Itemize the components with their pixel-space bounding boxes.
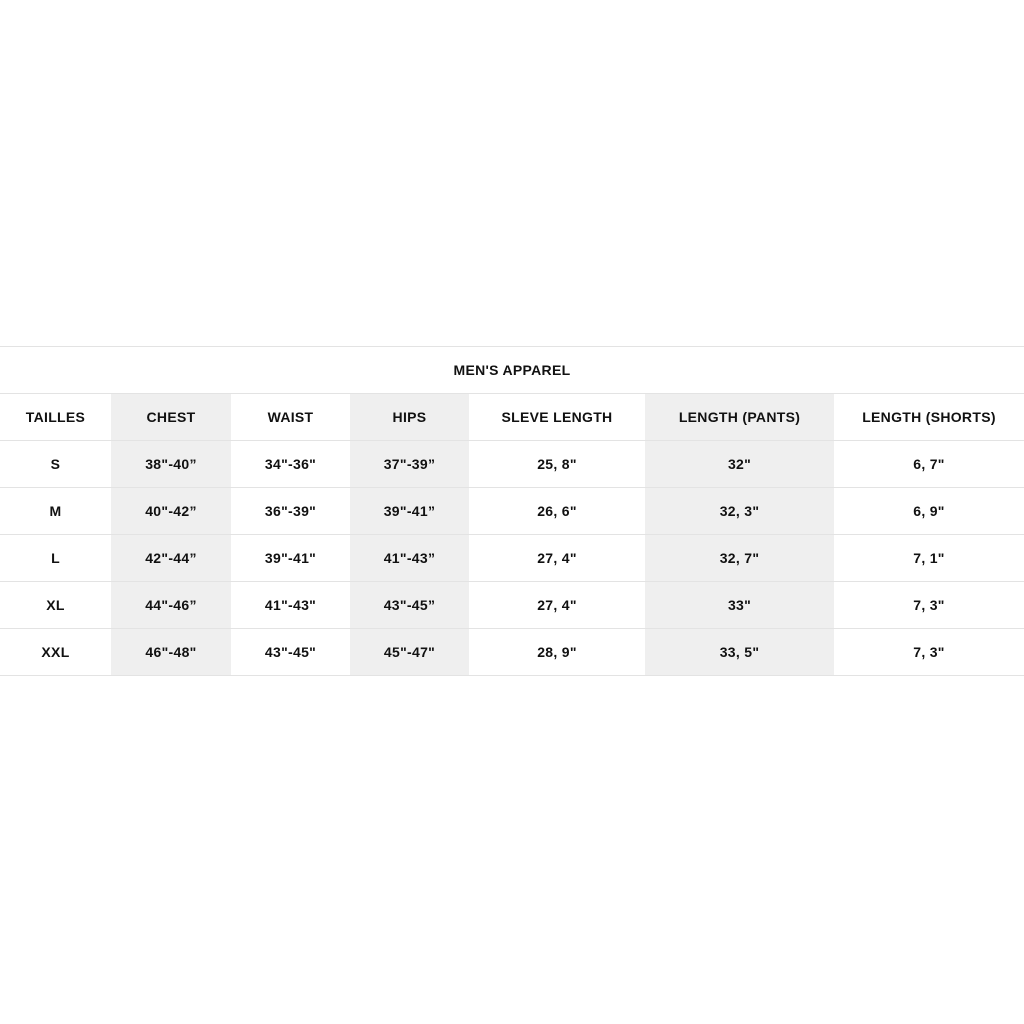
sleeve-length-cell: 28, 9" [469,629,645,676]
size-cell: L [0,535,111,582]
table-row [0,488,1024,535]
table-row [0,582,1024,629]
length-shorts-cell: 6, 9" [834,488,1024,535]
size-cell: M [0,488,111,535]
table-row [0,535,1024,582]
size-cell: XL [0,582,111,629]
sleeve-length-cell: 25, 8" [469,441,645,488]
length-shorts-cell: 7, 3" [834,582,1024,629]
length-pants-cell: 32, 3" [645,488,834,535]
sleeve-length-cell: 27, 4" [469,535,645,582]
header-chest: CHEST [111,394,231,441]
header-row [0,394,1024,441]
chest-cell: 40"-42” [111,488,231,535]
sleeve-length-cell: 26, 6" [469,488,645,535]
length-pants-cell: 32" [645,441,834,488]
length-shorts-cell: 7, 3" [834,629,1024,676]
sleeve-length-cell: 27, 4" [469,582,645,629]
header-length-pants: LENGTH (PANTS) [645,394,834,441]
length-shorts-cell: 6, 7" [834,441,1024,488]
length-pants-cell: 33, 5" [645,629,834,676]
length-shorts-cell: 7, 1" [834,535,1024,582]
hips-cell: 39"-41” [350,488,469,535]
length-pants-cell: 33" [645,582,834,629]
header-waist: WAIST [231,394,350,441]
size-cell: XXL [0,629,111,676]
header-tailles: TAILLES [0,394,111,441]
table-row [0,629,1024,676]
header-hips: HIPS [350,394,469,441]
size-table [0,394,1024,676]
header-sleeve-length: SLEVE LENGTH [469,394,645,441]
chest-cell: 44"-46” [111,582,231,629]
waist-cell: 39"-41" [231,535,350,582]
size-chart [0,346,1024,676]
chest-cell: 38"-40” [111,441,231,488]
waist-cell: 43"-45" [231,629,350,676]
hips-cell: 45"-47" [350,629,469,676]
hips-cell: 43"-45” [350,582,469,629]
chest-cell: 42"-44” [111,535,231,582]
size-cell: S [0,441,111,488]
chart-title: MEN'S APPAREL [0,347,1024,394]
hips-cell: 41"-43” [350,535,469,582]
waist-cell: 41"-43" [231,582,350,629]
table-row [0,441,1024,488]
waist-cell: 34"-36" [231,441,350,488]
hips-cell: 37"-39” [350,441,469,488]
chest-cell: 46"-48" [111,629,231,676]
length-pants-cell: 32, 7" [645,535,834,582]
waist-cell: 36"-39" [231,488,350,535]
header-length-shorts: LENGTH (SHORTS) [834,394,1024,441]
